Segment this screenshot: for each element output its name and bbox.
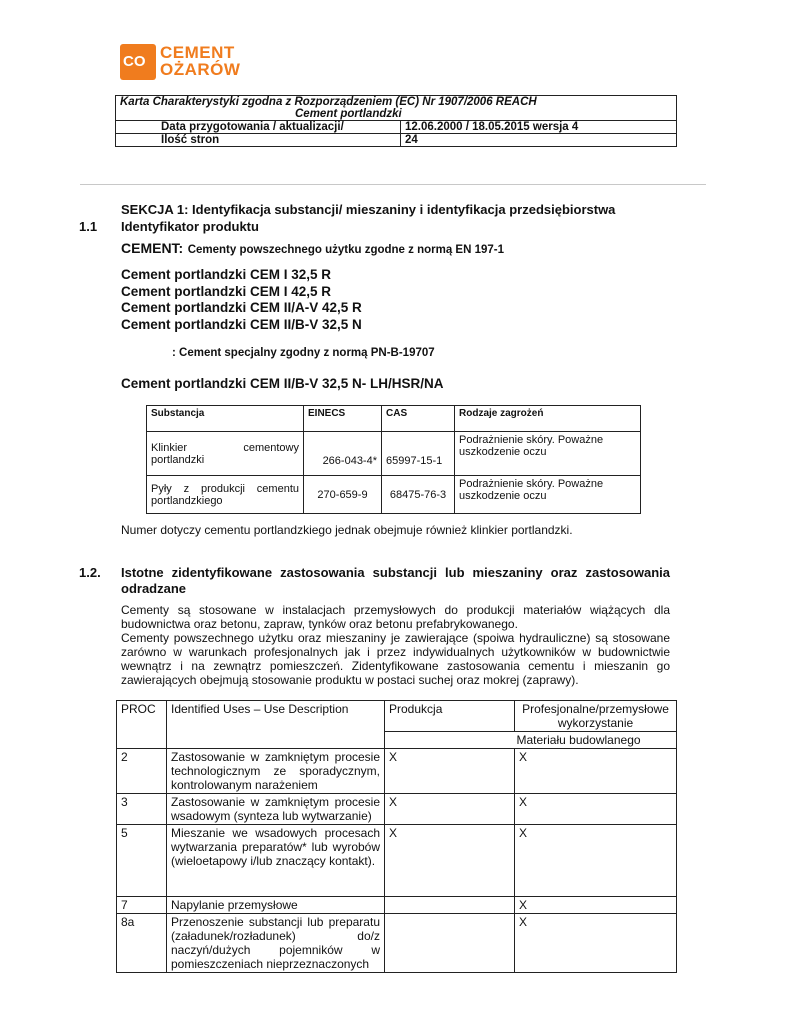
substance-name <box>147 432 304 476</box>
section-1-1-title: Identyfikator produktu <box>121 219 259 234</box>
table-row <box>117 749 677 794</box>
hazard-value: Podrażnienie skóry. Poważne uszkodzenie oczu <box>455 432 641 476</box>
product-item: Cement portlandzki CEM II/B-V 32,5 N <box>121 316 362 332</box>
section-1-2-title: Istotne zidentyfikowane zastosowania substancji lub mieszaniny oraz zastosowania odradzane <box>121 565 670 596</box>
product-list <box>121 267 362 333</box>
product-item: Cement portlandzki CEM I 32,5 R <box>121 267 332 282</box>
proc-code: 8a <box>117 914 167 973</box>
cas-value: 65997-15-1 <box>382 432 455 476</box>
logo-text <box>160 44 240 78</box>
section-1-2-number: 1.2. <box>79 565 101 580</box>
use-description: Przenoszenie substancji lub preparatu (załadunek/rozładunek) do/z naczyń/dużych pojemników w pomieszczeniach nieprzeznaczonych <box>167 914 385 973</box>
section-1-1-number: 1.1 <box>79 219 98 234</box>
table-row <box>117 794 677 825</box>
col-substance: Substancja <box>147 406 304 432</box>
proc-code: 2 <box>117 749 167 794</box>
substance-name-part: cementowy <box>243 441 299 454</box>
logo-mark <box>120 44 156 80</box>
table-row <box>147 432 641 476</box>
col-professional: Profesjonalne/przemysłowe wykorzystanie <box>515 701 677 732</box>
col-proc: PROC <box>117 701 167 749</box>
proc-table <box>116 700 677 973</box>
professional-mark: X <box>515 825 677 897</box>
uses-paragraph-1: Cementy są stosowane w instalacjach przemysłowych do produkcji materiałów wiążących dla budownictwa oraz betonu, zapraw, tynków oraz betonu prefabrykowanego. <box>121 603 670 631</box>
col-hazards: Rodzaje zagrożeń <box>455 406 641 432</box>
proc-code: 7 <box>117 897 167 914</box>
special-product: Cement portlandzki CEM II/B-V 32,5 N- LH/HSR/NA <box>121 376 444 391</box>
product-item: Cement portlandzki CEM II/A-V 42,5 R <box>121 300 362 315</box>
product-item: Cement portlandzki CEM I 42,5 R <box>121 283 332 299</box>
col-material: Materiału budowlanego <box>385 732 677 749</box>
production-mark: X <box>385 749 515 794</box>
substance-name-part: portlandzkiego <box>151 494 223 507</box>
use-description: Mieszanie we wsadowych procesach wytwarzania preparatów* lub wyrobów (wieloetapowy i/lub znaczący kontakt). <box>167 825 385 897</box>
header-subtitle: Cement portlandzki <box>295 108 402 120</box>
production-mark <box>385 897 515 914</box>
table-row <box>117 825 677 897</box>
production-mark: X <box>385 794 515 825</box>
use-description: Zastosowanie w zamkniętym procesie technologicznym ze sporadycznym, kontrolowanym narażeniem <box>167 749 385 794</box>
cement-line <box>121 240 504 258</box>
proc-code: 5 <box>117 825 167 897</box>
col-einecs: EINECS <box>304 406 382 432</box>
date-value: 12.06.2000 / 18.05.2015 wersja 4 <box>401 121 677 134</box>
table-row <box>117 897 677 914</box>
hazard-value: Podrażnienie skóry. Poważne uszkodzenie oczu <box>455 476 641 514</box>
cement-label: CEMENT: <box>121 240 184 256</box>
company-logo <box>120 44 260 82</box>
table-row <box>117 914 677 973</box>
section-1-title: SEKCJA 1: Identyfikacja substancji/ mieszaniny i identyfikacja przedsiębiorstwa <box>121 202 616 217</box>
special-cement-note: : Cement specjalny zgodny z normą PN-B-19707 <box>172 347 435 359</box>
substance-name <box>147 476 304 514</box>
logo-line-1: CEMENT <box>160 43 235 62</box>
header-title-cell <box>116 96 677 121</box>
substances-note: Numer dotyczy cementu portlandzkiego jednak obejmuje również klinkier portlandzki. <box>121 523 573 537</box>
substance-name-part: Klinkier <box>151 441 188 454</box>
cas-value: 68475-76-3 <box>382 476 455 514</box>
professional-mark: X <box>515 749 677 794</box>
substances-table <box>146 405 641 514</box>
einecs-value: 270-659-9 <box>304 476 382 514</box>
substance-name-part: portlandzki <box>151 453 205 466</box>
professional-mark: X <box>515 914 677 973</box>
date-label: Data przygotowania / aktualizacji/ <box>116 121 401 134</box>
professional-mark: X <box>515 794 677 825</box>
use-description: Napylanie przemysłowe <box>167 897 385 914</box>
table-header-row <box>147 406 641 432</box>
col-uses: Identified Uses – Use Description <box>167 701 385 749</box>
use-description: Zastosowanie w zamkniętym procesie wsadowym (synteza lub wytwarzanie) <box>167 794 385 825</box>
proc-code: 3 <box>117 794 167 825</box>
header-divider <box>80 184 706 185</box>
logo-line-2: OŻARÓW <box>160 60 241 79</box>
table-row <box>147 476 641 514</box>
pages-value: 24 <box>401 134 677 147</box>
header-title: Karta Charakterystyki zgodna z Rozporządzeniem (EC) Nr 1907/2006 REACH <box>120 96 537 108</box>
einecs-value: 266-043-4* <box>304 432 382 476</box>
col-production: Produkcja <box>385 701 515 732</box>
uses-paragraph-2: Cementy powszechnego użytku oraz mieszaniny je zawierające (spoiwa hydrauliczne) są stosowane zarówno w warunkach profesjonalnych jak i przez indywidualnych użytkowników w budownictwie wewnątrz i na zewnątrz pomieszczeń. Zidentyfikowane zastosowania cementu i mieszanin go zawierających obejmują stosowanie produktu w postaci suchej oraz mokrej (zaprawy). <box>121 631 670 687</box>
table-header-row <box>117 701 677 732</box>
professional-mark: X <box>515 897 677 914</box>
col-cas: CAS <box>382 406 455 432</box>
production-mark: X <box>385 825 515 897</box>
logo-mark-text: CO <box>123 53 146 70</box>
production-mark <box>385 914 515 973</box>
substance-name-part: Pyły z produkcji cementu <box>151 482 299 495</box>
document-header <box>115 95 677 147</box>
cement-description: Cementy powszechnego użytku zgodne z normą EN 197-1 <box>187 244 504 256</box>
pages-label: Ilość stron <box>116 134 401 147</box>
